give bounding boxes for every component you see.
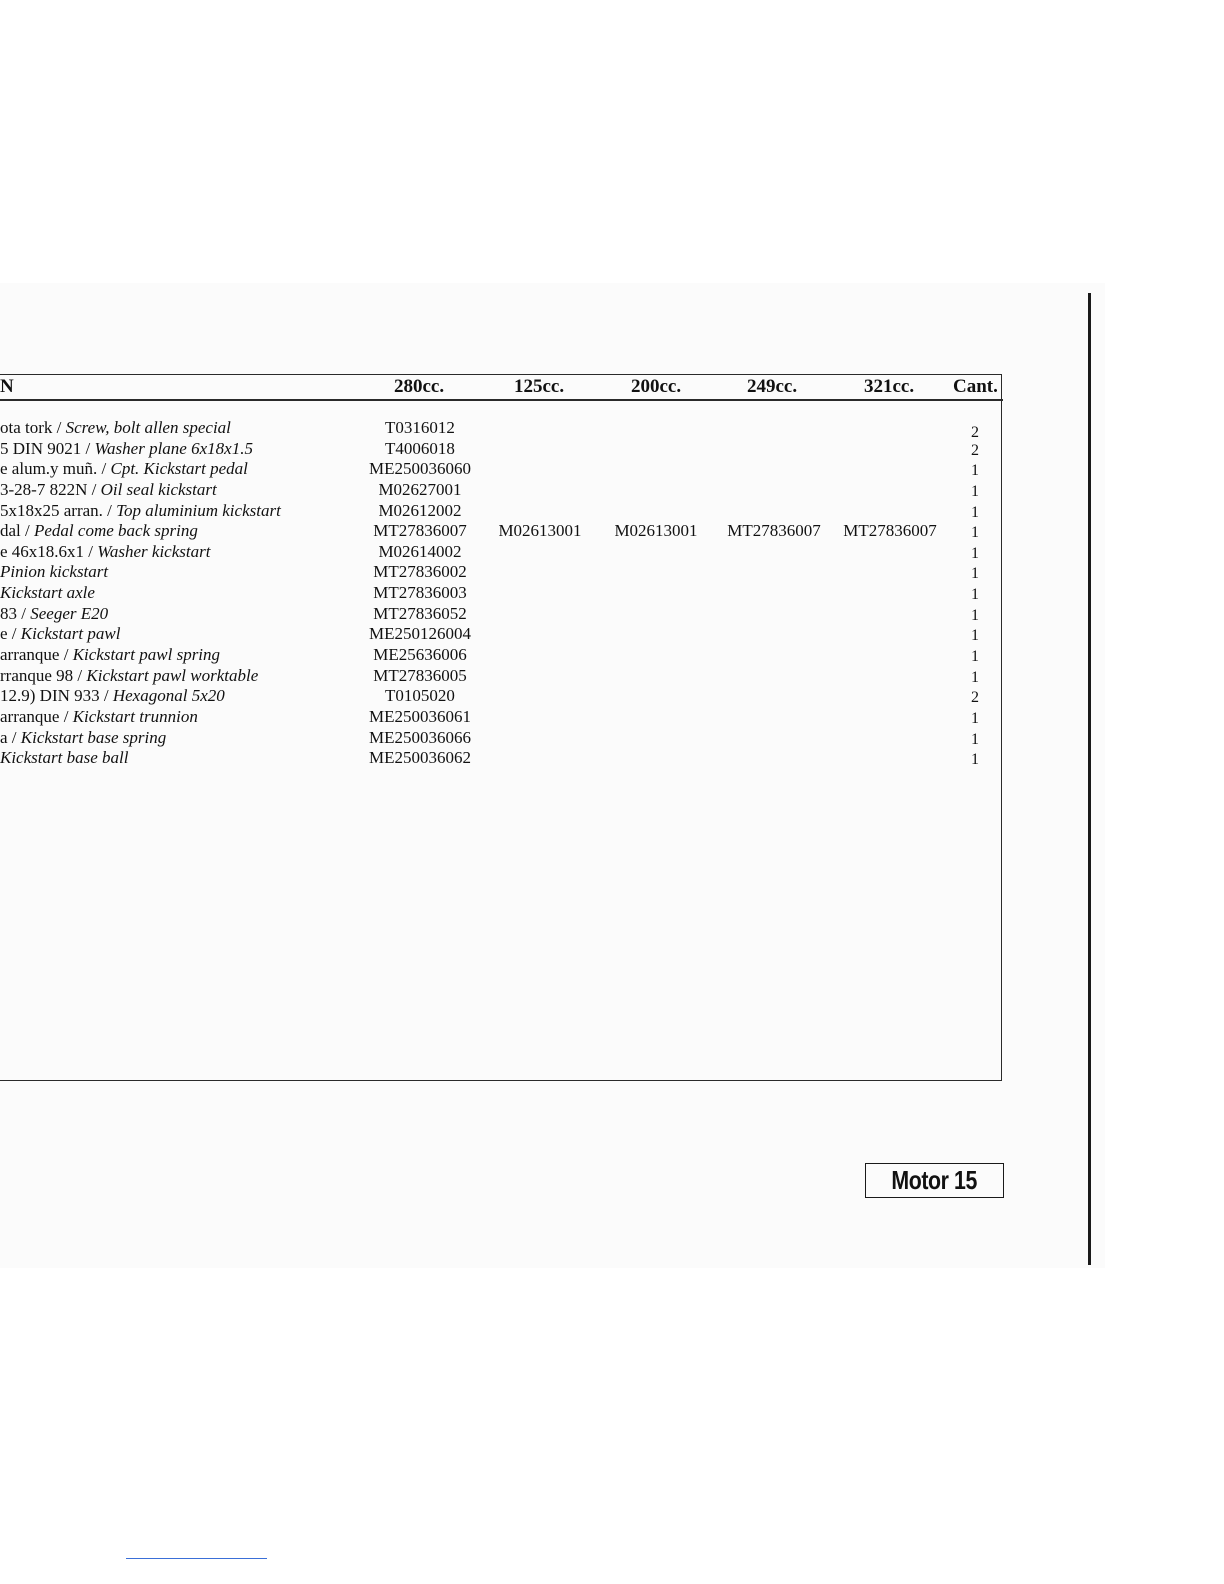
part-description [0, 582, 360, 603]
description-spanish: dal / [0, 521, 34, 540]
table-row [0, 541, 1003, 562]
part-description [0, 541, 360, 562]
part-number-280cc: M02627001 [378, 480, 462, 499]
part-number-280cc: ME25636006 [373, 645, 467, 664]
description-english: Top aluminium kickstart [116, 501, 281, 520]
table-row [0, 458, 1003, 479]
part-number-280cc: MT27836005 [373, 666, 467, 685]
part-description [0, 603, 360, 624]
table-row [0, 685, 1003, 706]
description-spanish: 12.9) DIN 933 / [0, 686, 113, 705]
part-quantity: 1 [971, 483, 979, 500]
part-description [0, 706, 360, 727]
part-description [0, 500, 360, 521]
page-section-badge [865, 1163, 1004, 1198]
table-row [0, 665, 1003, 686]
part-description [0, 520, 360, 541]
description-english: Kickstart trunnion [72, 707, 198, 726]
table-row [0, 747, 1003, 768]
part-quantity: 1 [971, 648, 979, 665]
part-description [0, 479, 360, 500]
part-number-249cc: MT27836007 [727, 521, 821, 540]
description-spanish: ota tork / [0, 418, 66, 437]
part-quantity: 1 [971, 669, 979, 686]
table-row [0, 479, 1003, 500]
header-quantity: Cant. [953, 376, 998, 397]
page-section-label: Motor 15 [891, 1165, 978, 1195]
part-description [0, 665, 360, 686]
description-english: Pedal come back spring [34, 521, 198, 540]
table-row [0, 706, 1003, 727]
description-spanish: e 46x18.6x1 / [0, 542, 98, 561]
header-249cc: 249cc. [747, 376, 798, 397]
header-280cc: 280cc. [394, 376, 445, 397]
part-description [0, 417, 360, 438]
description-english: Kickstart pawl worktable [86, 666, 259, 685]
description-english: Kickstart pawl [20, 624, 121, 643]
part-quantity: 1 [971, 710, 979, 727]
part-description [0, 727, 360, 748]
table-row [0, 582, 1003, 603]
part-number-280cc: MT27836007 [373, 521, 467, 540]
description-english: Washer kickstart [97, 542, 211, 561]
description-english: Screw, bolt allen special [65, 418, 231, 437]
part-description [0, 747, 360, 768]
header-description: N [0, 376, 14, 397]
description-spanish: arranque / [0, 707, 73, 726]
part-quantity: 1 [971, 565, 979, 582]
description-english: Washer plane 6x18x1.5 [94, 439, 253, 458]
part-number-280cc: ME250036062 [369, 748, 471, 767]
page-edge-rule [1088, 293, 1091, 1265]
table-row [0, 727, 1003, 748]
description-spanish: arranque / [0, 645, 73, 664]
part-number-280cc: M02612002 [378, 501, 462, 520]
part-number-321cc: MT27836007 [843, 521, 937, 540]
part-number-280cc: MT27836052 [373, 604, 467, 623]
table-row [0, 603, 1003, 624]
description-english: Hexagonal 5x20 [112, 686, 225, 705]
header-200cc: 200cc. [631, 376, 682, 397]
part-quantity: 1 [971, 627, 979, 644]
description-spanish: rranque 98 / [0, 666, 87, 685]
part-description [0, 458, 360, 479]
part-description [0, 623, 360, 644]
part-number-280cc: T0105020 [385, 686, 455, 705]
description-english: Oil seal kickstart [100, 480, 217, 499]
table-row [0, 417, 1003, 441]
part-number-280cc: ME250036066 [369, 728, 471, 747]
part-number-280cc: ME250036060 [369, 459, 471, 478]
table-row [0, 623, 1003, 644]
part-quantity: 1 [971, 545, 979, 562]
part-number-280cc: M02614002 [378, 542, 462, 561]
description-english: Kickstart axle [0, 583, 95, 602]
part-description [0, 438, 360, 459]
part-description [0, 644, 360, 665]
description-spanish: e / [0, 624, 21, 643]
description-english: Pinion kickstart [0, 562, 109, 581]
part-quantity: 1 [971, 586, 979, 603]
description-english: Kickstart base ball [0, 748, 129, 767]
table-row [0, 520, 1003, 541]
table-row [0, 438, 1003, 459]
description-spanish: a / [0, 728, 21, 747]
part-quantity: 2 [971, 689, 979, 706]
description-spanish: 5x18x25 arran. / [0, 501, 117, 520]
part-quantity: 1 [971, 731, 979, 748]
description-english: Cpt. Kickstart pedal [110, 459, 248, 478]
part-number-280cc: ME250126004 [369, 624, 471, 643]
header-321cc: 321cc. [864, 376, 915, 397]
part-number-280cc: T0316012 [385, 418, 455, 437]
link-underline [126, 1558, 267, 1559]
description-english: Kickstart pawl spring [72, 645, 221, 664]
part-quantity: 2 [971, 424, 979, 441]
part-number-280cc: MT27836002 [373, 562, 467, 581]
part-number-280cc: ME250036061 [369, 707, 471, 726]
part-description [0, 561, 360, 582]
part-number-280cc: MT27836003 [373, 583, 467, 602]
table-row [0, 500, 1003, 521]
header-125cc: 125cc. [514, 376, 565, 397]
description-spanish: 3-28-7 822N / [0, 480, 101, 499]
description-spanish: 5 DIN 9021 / [0, 439, 95, 458]
part-quantity: 1 [971, 607, 979, 624]
part-quantity: 1 [971, 504, 979, 521]
part-quantity: 1 [971, 462, 979, 479]
part-number-125cc: M02613001 [498, 521, 582, 540]
part-quantity: 1 [971, 524, 979, 541]
description-english: Kickstart base spring [20, 728, 167, 747]
header-divider [0, 399, 1003, 401]
table-row [0, 644, 1003, 665]
part-quantity: 1 [971, 751, 979, 768]
description-spanish: 83 / [0, 604, 31, 623]
part-number-280cc: T4006018 [385, 439, 455, 458]
description-english: Seeger E20 [30, 604, 109, 623]
table-row [0, 561, 1003, 582]
description-spanish: e alum.y muñ. / [0, 459, 111, 478]
part-number-200cc: M02613001 [614, 521, 698, 540]
part-description [0, 685, 360, 706]
part-quantity: 2 [971, 442, 979, 459]
